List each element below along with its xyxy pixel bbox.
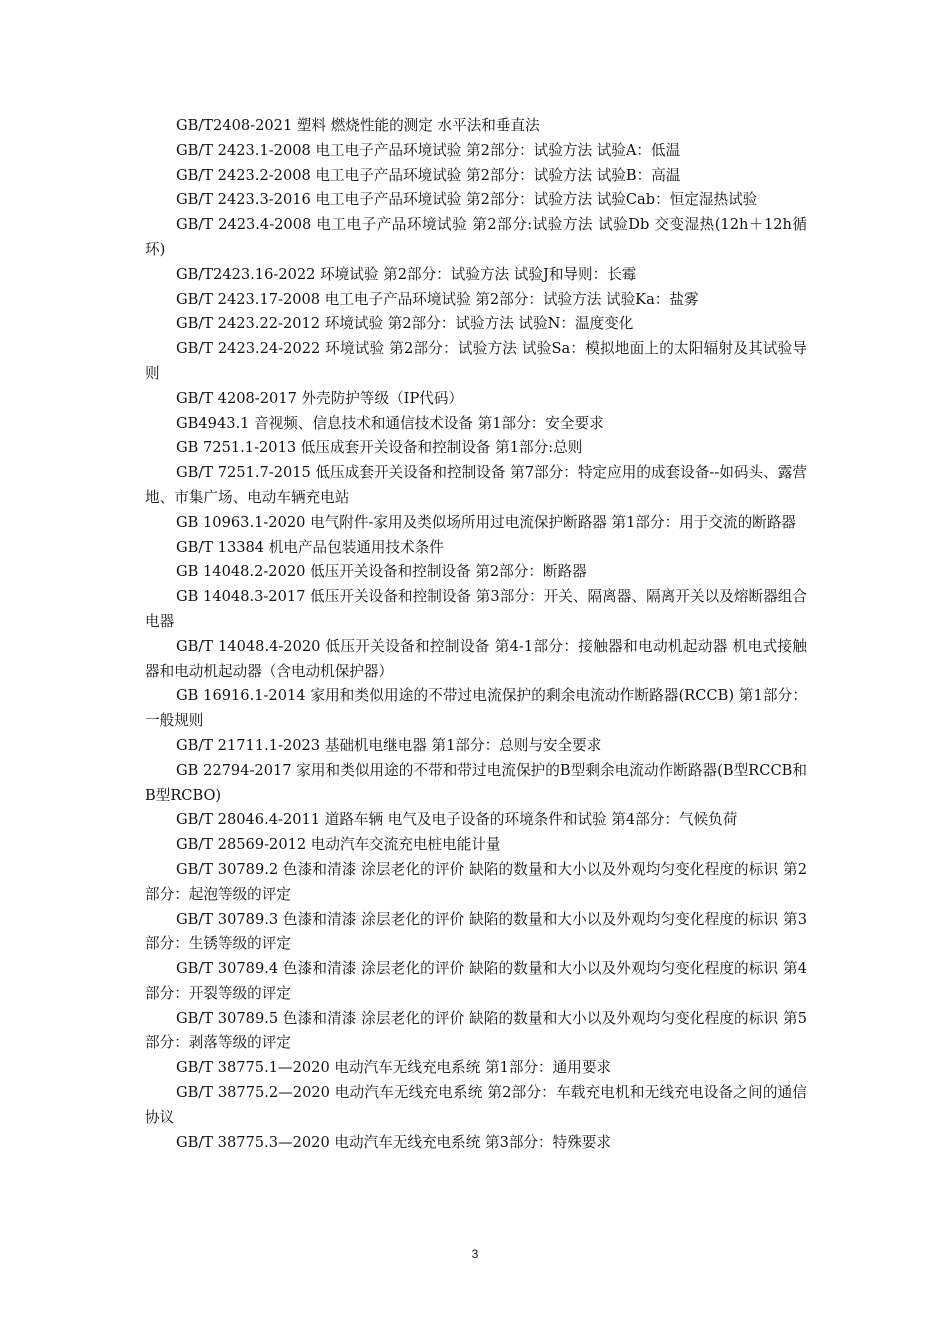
reference-item: GB 16916.1-2014 家用和类似用途的不带过电流保护的剩余电流动作断路器(RCCB) 第1部分：一般规则 [145, 687, 807, 730]
reference-item: GB 14048.2-2020 低压开关设备和控制设备 第2部分：断路器 [176, 563, 587, 581]
reference-item: GB/T 2423.17-2008 电工电子产品环境试验 第2部分：试验方法 试验Ka：盐雾 [176, 290, 699, 308]
reference-item: GB/T 21711.1-2023 基础机电继电器 第1部分：总则与安全要求 [176, 736, 602, 754]
reference-item: GB/T2408-2021 塑料 燃烧性能的测定 水平法和垂直法 [176, 117, 540, 134]
reference-item: GB/T 38775.2—2020 电动汽车无线充电系统 第2部分：车载充电机和无线充电设备之间的通信协议 [145, 1084, 807, 1126]
reference-item: GB/T 2423.2-2008 电工电子产品环境试验 第2部分：试验方法 试验B：高温 [176, 166, 681, 184]
reference-item: GB/T 4208-2017 外壳防护等级（IP代码） [176, 389, 464, 407]
reference-item: GB/T 14048.4-2020 低压开关设备和控制设备 第4-1部分：接触器和电动机起动器 机电式接触器和电动机起动器（含电动机保护器） [145, 637, 807, 680]
reference-item: GB/T 38775.1—2020 电动汽车无线充电系统 第1部分：通用要求 [176, 1059, 612, 1077]
reference-item: GB 22794-2017 家用和类似用途的不带和带过电流保护的B型剩余电流动作断路器(B型RCCB和B型RCBO) [145, 761, 807, 804]
reference-item: GB/T 38775.3—2020 电动汽车无线充电系统 第3部分：特殊要求 [176, 1133, 612, 1151]
reference-item: GB/T 28046.4-2011 道路车辆 电气及电子设备的环境条件和试验 第4部分：气候负荷 [176, 811, 738, 829]
reference-item: GB/T 13384 机电产品包装通用技术条件 [176, 538, 444, 556]
reference-item: GB4943.1 音视频、信息技术和通信技术设备 第1部分：安全要求 [176, 414, 604, 432]
reference-item: GB/T2423.16-2022 环境试验 第2部分：试验方法 试验J和导则：长霉 [176, 265, 637, 283]
reference-item: GB/T 30789.2 色漆和清漆 涂层老化的评价 缺陷的数量和大小以及外观均匀变化程度的标识 第2部分：起泡等级的评定 [145, 860, 807, 903]
reference-item: GB/T 2423.24-2022 环境试验 第2部分：试验方法 试验Sa：模拟地面上的太阳辐射及其试验导则 [145, 340, 807, 382]
reference-item: GB/T 30789.5 色漆和清漆 涂层老化的评价 缺陷的数量和大小以及外观均匀变化程度的标识 第5部分：剥落等级的评定 [145, 1009, 807, 1052]
reference-item: GB/T 30789.4 色漆和清漆 涂层老化的评价 缺陷的数量和大小以及外观均匀变化程度的标识 第4部分：开裂等级的评定 [145, 960, 807, 1002]
reference-item: GB/T 2423.22-2012 环境试验 第2部分：试验方法 试验N：温度变化 [176, 315, 634, 333]
reference-item: GB 14048.3-2017 低压开关设备和控制设备 第3部分：开关、隔离器、隔离开关以及熔断器组合电器 [145, 588, 807, 630]
reference-item: GB/T 2423.3-2016 电工电子产品环境试验 第2部分：试验方法 试验Cab：恒定湿热试验 [176, 191, 758, 209]
reference-item: GB/T 30789.3 色漆和清漆 涂层老化的评价 缺陷的数量和大小以及外观均匀变化程度的标识 第3部分：生锈等级的评定 [145, 910, 807, 953]
reference-item: GB 7251.1-2013 低压成套开关设备和控制设备 第1部分:总则 [176, 439, 583, 457]
reference-item: GB/T 7251.7-2015 低压成套开关设备和控制设备 第7部分：特定应用的成套设备--如码头、露营地、市集广场、电动车辆充电站 [145, 464, 807, 506]
page-number: 3 [471, 1247, 479, 1261]
reference-item: GB/T 28569-2012 电动汽车交流充电桩电能计量 [176, 836, 501, 854]
reference-item: GB/T 2423.4-2008 电工电子产品环境试验 第2部分:试验方法 试验Db 交变湿热(12h＋12h循环) [145, 216, 807, 258]
reference-item: GB 10963.1-2020 电气附件-家用及类似场所用过电流保护断路器 第1部分：用于交流的断路器 [176, 513, 796, 531]
reference-item: GB/T 2423.1-2008 电工电子产品环境试验 第2部分：试验方法 试验A：低温 [176, 141, 681, 159]
normative-references-list [145, 114, 807, 1155]
